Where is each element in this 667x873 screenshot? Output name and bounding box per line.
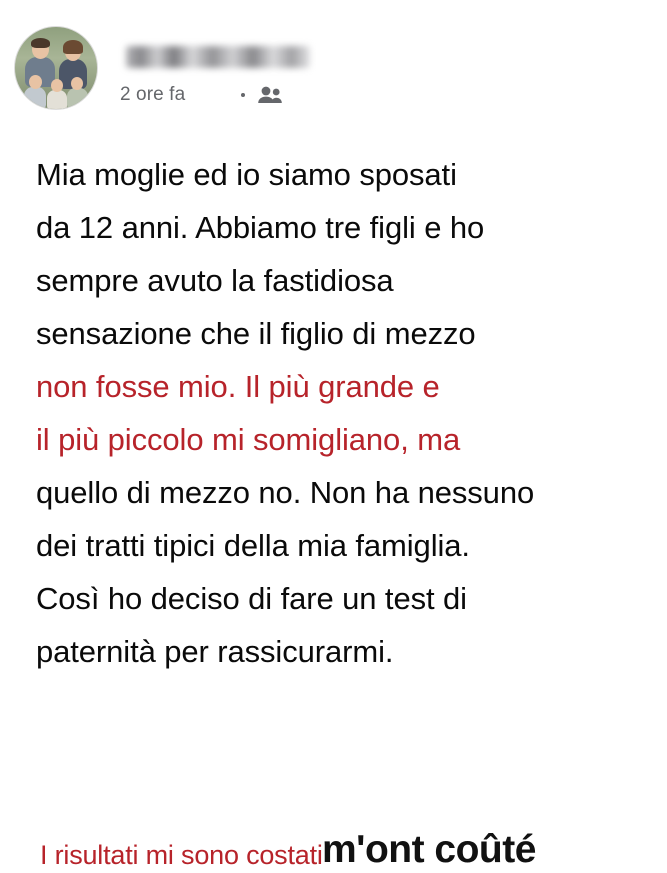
avatar-figure: [24, 87, 46, 109]
post-header: [14, 26, 310, 110]
friends-icon[interactable]: [257, 85, 283, 105]
post-body-line: dei tratti tipici della mia famiglia.: [36, 528, 470, 563]
author-name-redacted[interactable]: [126, 46, 310, 68]
post-header-text: [120, 26, 310, 106]
post-body-line: quello di mezzo no. Non ha nessuno: [36, 475, 535, 510]
post-body-line: da 12 anni. Abbiamo tre figli e ho: [36, 210, 485, 245]
avatar-figure: [63, 40, 83, 54]
post-body-line: sensazione che il figlio di mezzo: [36, 316, 476, 351]
post-body-line: sempre avuto la fastidiosa: [36, 263, 394, 298]
avatar-figure: [67, 88, 88, 109]
post-body: [36, 148, 636, 678]
caption-italian: I risultati mi sono costati: [40, 840, 323, 870]
avatar-figure: [29, 75, 42, 89]
post-body-line-highlighted: non fosse mio. Il più grande e: [36, 369, 440, 404]
avatar-figure: [51, 79, 63, 92]
post-body-line: Così ho deciso di fare un test di: [36, 581, 467, 616]
meta-separator-dot: [241, 93, 245, 97]
avatar[interactable]: [14, 26, 98, 110]
post-timestamp[interactable]: 2 ore fa: [120, 84, 186, 105]
avatar-figure: [47, 90, 67, 110]
post-body-line: Mia moglie ed io siamo sposati: [36, 157, 457, 192]
avatar-figure: [71, 77, 83, 90]
post-body-line: paternità per rassicurarmi.: [36, 634, 394, 669]
post-body-line-highlighted: il più piccolo mi somigliano, ma: [36, 422, 461, 457]
avatar-figure: [31, 38, 50, 48]
caption-french: m'ont coûté: [322, 828, 536, 871]
post-meta: [120, 84, 310, 106]
caption-overlay: [0, 826, 667, 873]
